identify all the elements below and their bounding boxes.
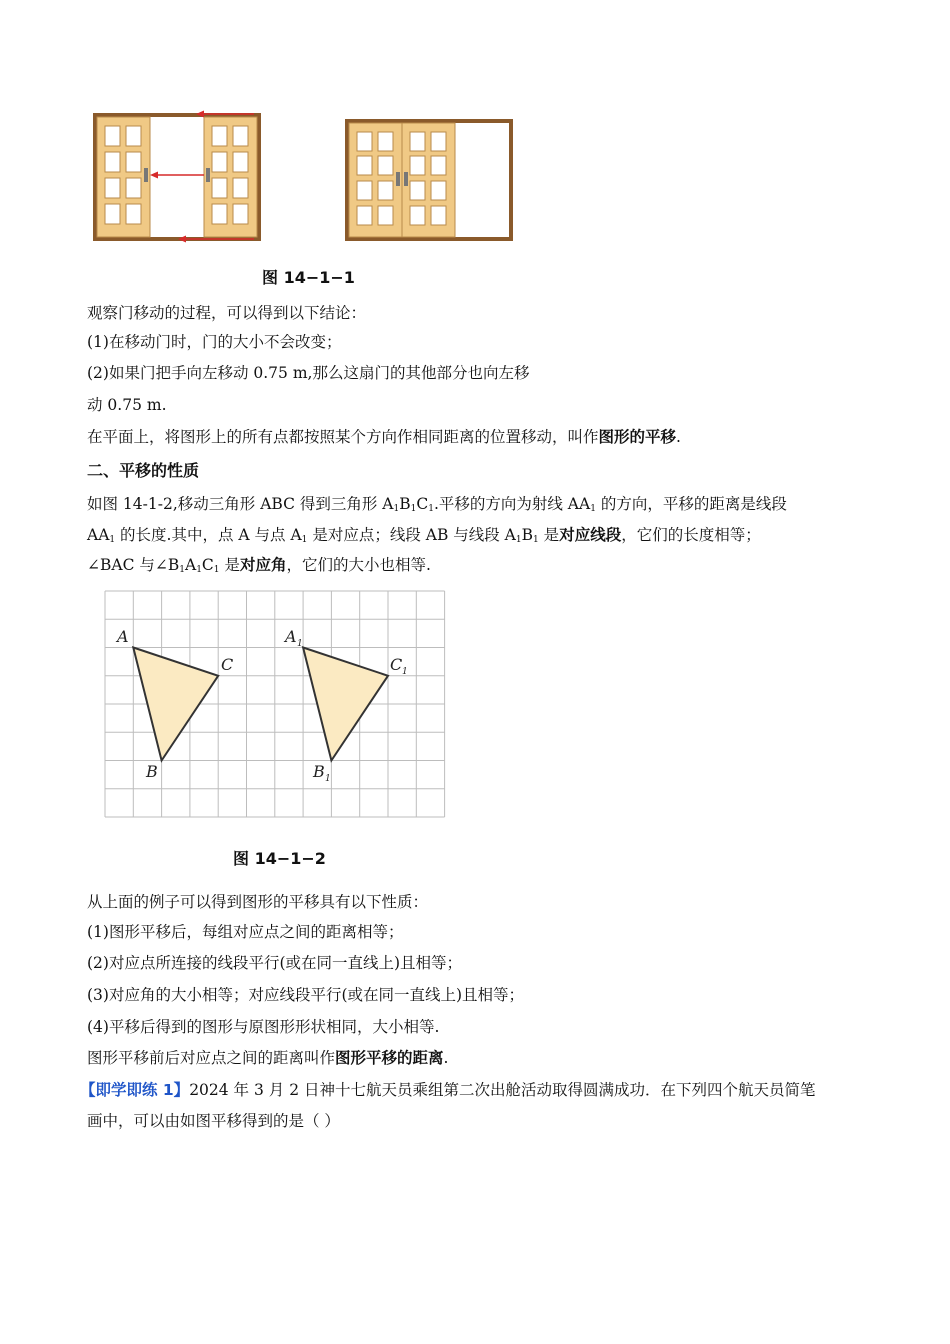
section2-line3: [87, 554, 431, 581]
subscript: 1: [109, 535, 116, 545]
conclusion-2-cont: 动 0.75 m.: [87, 396, 167, 414]
property-4: (4)平移后得到的图形与原图形形状相同，大小相等.: [87, 1018, 440, 1036]
exercise-text: 2024 年 3 月 2 日神十七航天员乘组第二次出舱活动取得圆满成功．在下列四个航天员简笔: [189, 1081, 816, 1099]
exercise-tag: 【即学即练 1】: [80, 1081, 190, 1099]
term-translation-distance: 图形平移的距离: [335, 1049, 444, 1067]
text: C: [416, 495, 429, 513]
text: ，它们的大小也相等.: [286, 556, 431, 574]
text: .: [443, 1049, 449, 1067]
text: 如图 14-1-2,移动三角形 ABC 得到三角形 A: [87, 495, 394, 513]
label-c1: C: [390, 655, 403, 674]
door-frame-after: [347, 121, 511, 239]
subscript: 1: [410, 504, 417, 514]
label-c1-sub: 1: [402, 667, 408, 677]
figure1-caption: 图 14−1−1: [262, 268, 355, 287]
text: A: [184, 556, 197, 574]
subscript: 1: [393, 504, 400, 514]
definition-text: 在平面上，将图形上的所有点都按照某个方向作相同距离的位置移动，叫作: [87, 428, 599, 446]
text: C: [201, 556, 214, 574]
subscript: 1: [179, 565, 185, 575]
text: .平移的方向为射线 AA: [433, 495, 591, 513]
text: ，它们的长度相等；: [621, 526, 761, 544]
text: 的方向，平移的距离是线段: [595, 495, 787, 513]
label-b1-sub: 1: [325, 774, 331, 784]
subscript: 1: [515, 535, 522, 545]
text: AA: [87, 526, 110, 544]
text: 是: [219, 556, 240, 574]
door-panel-left: [97, 117, 150, 237]
door-panel-moving: [204, 117, 257, 237]
text: 图形平移前后对应点之间的距离叫作: [87, 1049, 336, 1067]
subscript: 1: [428, 504, 434, 514]
subscript: 1: [196, 565, 202, 575]
sliding-door-figure: [88, 108, 518, 248]
label-c: C: [221, 655, 234, 674]
property-3: (3)对应角的大小相等；对应线段平行(或在同一直线上)且相等；: [87, 986, 525, 1004]
term-translation: 图形的平移: [598, 428, 677, 446]
conclusion-2: (2)如果门把手向左移动 0.75 m,那么这扇门的其他部分也向左移: [87, 364, 530, 382]
exercise-line2: 画中，可以由如图平移得到的是（ ）: [87, 1112, 340, 1130]
label-b1: B: [313, 762, 325, 781]
label-a1-sub: 1: [297, 639, 303, 649]
text: B: [399, 495, 411, 513]
text: B: [521, 526, 534, 544]
door-frame-before: [95, 111, 259, 243]
figure2-caption: 图 14−1−2: [233, 849, 326, 868]
label-b: B: [146, 762, 158, 781]
label-a: A: [117, 627, 129, 646]
door-panel-stacked-left: [349, 123, 402, 237]
section2-line1: [87, 493, 787, 520]
text: 是: [538, 526, 560, 544]
text: ∠BAC 与∠B: [87, 556, 180, 574]
exercise-line1: [80, 1079, 816, 1101]
properties-intro: 从上面的例子可以得到图形的平移具有以下性质：: [87, 893, 429, 911]
definition-end: .: [676, 428, 681, 446]
subscript: 1: [301, 535, 308, 545]
translation-definition: [87, 426, 681, 448]
section2-line2: [87, 524, 761, 551]
property-1: (1)图形平移后，每组对应点之间的距离相等；: [87, 923, 404, 941]
subscript: 1: [533, 535, 539, 545]
label-a1: A: [285, 627, 297, 646]
property-2: (2)对应点所连接的线段平行(或在同一直线上)且相等；: [87, 954, 463, 972]
section-heading: 二、平移的性质: [87, 461, 200, 480]
term-corresponding-angle: 对应角: [239, 556, 287, 574]
text: 的长度.其中，点 A 与点 A: [115, 526, 302, 544]
paragraph-observe: 观察门移动的过程，可以得到以下结论：: [87, 304, 367, 322]
conclusion-1: (1)在移动门时，门的大小不会改变；: [87, 333, 342, 351]
text: 是对应点；线段 AB 与线段 A: [307, 526, 516, 544]
term-corresponding-segment: 对应线段: [559, 526, 622, 544]
distance-definition: [87, 1047, 448, 1069]
subscript: 1: [213, 565, 220, 575]
subscript: 1: [590, 504, 596, 514]
triangle-grid-figure: [100, 588, 450, 820]
door-panel-stacked-right: [402, 123, 455, 237]
